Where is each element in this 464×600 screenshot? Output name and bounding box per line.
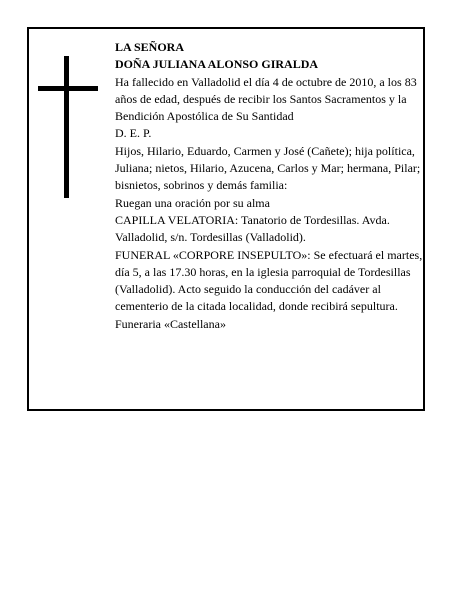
obituary-text [115, 39, 423, 333]
cross-horizontal-bar [38, 86, 98, 91]
dep-line: D. E. P. [115, 126, 152, 141]
cross-vertical-bar [64, 56, 69, 198]
funeral-home: Funeraria «Castellana» [115, 316, 226, 331]
family-list: Hijos, Hilario, Eduardo, Carmen y José (Cañete); hija política, Juliana; nietos, Hilario, Azucena, Carlos y Mar; hermana, Pilar; bisnietos, sobrinos y demás familia: [115, 143, 421, 193]
cross-icon [38, 56, 98, 198]
notice-title-line1: LA SEÑORA [115, 40, 185, 54]
death-announcement: Ha fallecido en Valladolid el día 4 de octubre de 2010, a los 83 años de edad, después de recibir los Santos Sacramentos y la Bendición Apostólica de Su Santidad [115, 74, 417, 124]
deceased-name: DOÑA JULIANA ALONSO GIRALDA [115, 57, 319, 72]
funeral-info: FUNERAL «CORPORE INSEPULTO»: Se efectuará el martes, día 5, a las 17.30 horas, en la iglesia parroquial de Tordesillas (Valladolid). Acto seguido la conducción del cadáver al cementerio de la citada localidad, donde recibirá sepultura. [115, 247, 423, 314]
prayer-request: Ruegan una oración por su alma [115, 195, 270, 210]
wake-chapel-info: CAPILLA VELATORIA: Tanatorio de Tordesillas. Avda. Valladolid, s/n. Tordesillas (Valladolid). [115, 212, 390, 245]
